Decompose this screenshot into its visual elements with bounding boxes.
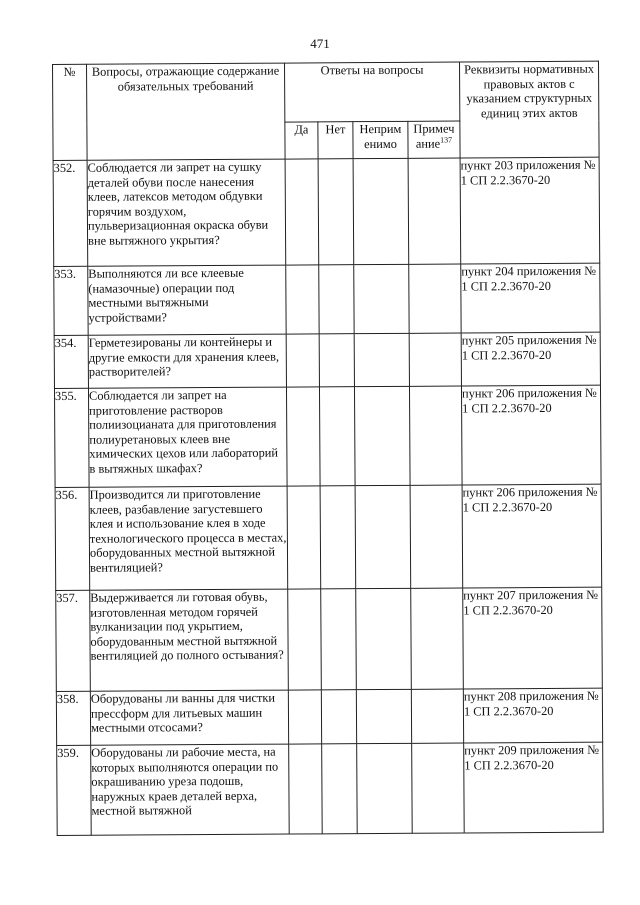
header-not-applicable: Неприм енимо [353,121,408,158]
row-requisite: пункт 209 приложения № 1 СП 2.2.3670-20 [464,742,604,833]
row-question: Соблюдается ли запрет на сушку деталей обуви после нанесения клеев, латексов методом обдувки горячим воздухом, пульверизационная окраска обуви вне вытяжного укрытия? [87,159,286,266]
row-number: 357. [56,590,91,691]
row-question: Оборудованы ли рабочие места, на которых выполняются операции по окрашиванию уреза подошв, наружных краев деталей верха, местной вытяжной [91,744,290,835]
answer-yes-cell [286,265,319,334]
row-requisite: пункт 203 приложения № 1 СП 2.2.3670-20 [460,157,600,264]
answer-note-cell [408,158,461,264]
page-number: 471 [310,36,330,51]
header-note [408,121,460,158]
answer-yes-cell [288,589,322,690]
table-row [54,332,600,388]
answer-note-cell [409,386,462,485]
row-question: Герметезированы ли контейнеры и другие емкости для хранения клеев, растворителей? [88,334,286,388]
row-number: 358. [56,691,90,745]
header-requisites: Реквизиты нормативных правовых актов с указанием структурных единиц этих актов [460,61,600,158]
row-requisite: пункт 205 приложения № 1 СП 2.2.3670-20 [461,332,600,386]
answer-no-cell [321,589,357,690]
row-requisite: пункт 207 приложения № 1 СП 2.2.3670-20 [463,587,603,689]
header-question: Вопросы, отражающие содержание обязательных требований [87,63,286,160]
table-row [54,385,601,487]
requirements-table [52,61,604,836]
answer-no-cell [319,387,355,486]
answer-note-cell [411,588,464,689]
row-number: 359. [57,745,92,835]
row-question: Производится ли приготовление клеев, разбавление загустевшего клея и использование клея в ходе технологического процесса в местах, оборудованных местной вытяжной вентиляцией? [89,486,288,590]
answer-not-applicable-cell [356,689,411,743]
answer-yes-cell [289,744,323,834]
answer-no-cell [320,486,356,589]
table-row [55,484,602,590]
answer-yes-cell [286,387,320,486]
answer-not-applicable-cell [354,333,409,386]
answer-no-cell [319,265,354,334]
row-number: 354. [54,335,88,388]
row-requisite: пункт 208 приложения № 1 СП 2.2.3670-20 [463,688,602,743]
row-question: Оборудованы ли ванны для чистки прессформ для литьевых машин местными отсосами? [90,690,288,745]
table-row [56,587,603,691]
answer-not-applicable-cell [353,158,409,264]
answer-note-cell [409,264,461,333]
row-number: 353. [54,266,88,335]
row-number: 355. [54,388,89,487]
answer-yes-cell [285,159,319,265]
table-row [56,688,602,745]
row-question: Выдерживается ли готовая обувь, изготовленная методом горячей вулканизации под укрытием, оборудованным местной вытяжной вентиляцией до полного остывания? [90,589,289,691]
answer-note-cell [410,485,463,588]
answer-no-cell [321,690,356,744]
header-yes: Да [285,122,318,159]
header-note-label: Примеч ание [413,121,455,151]
answer-not-applicable-cell [355,485,411,588]
answer-no-cell [319,334,354,387]
answer-not-applicable-cell [354,386,410,485]
answer-note-cell [411,689,463,743]
row-question: Выполняются ли все клеевые (намазочные) операции под местными вытяжными устройствами? [88,265,286,335]
answer-not-applicable-cell [357,743,413,833]
answer-note-cell [412,743,465,833]
header-answers: Ответы на вопросы [284,62,459,122]
row-number: 356. [55,487,90,590]
answer-yes-cell [288,690,321,744]
row-requisite: пункт 204 приложения № 1 СП 2.2.3670-20 [461,263,600,333]
header-number: № [53,64,88,160]
footnote-marker: 137 [440,134,453,145]
answer-yes-cell [286,334,319,387]
table-row [54,263,600,335]
answer-not-applicable-cell [354,264,409,333]
header-no: Нет [318,122,353,159]
answer-no-cell [322,744,358,834]
row-question: Соблюдается ли запрет на приготовление растворов полиизоцианата для приготовления полиуретановых клеев вне химических цехов или лабораторий в вытяжных шкафах? [88,387,287,487]
answer-not-applicable-cell [356,588,412,689]
table-row [53,157,600,266]
row-requisite: пункт 206 приложения № 1 СП 2.2.3670-20 [462,484,602,588]
answer-note-cell [409,333,461,386]
answer-yes-cell [287,486,321,589]
table-row [57,742,604,835]
row-number: 352. [53,160,88,266]
row-requisite: пункт 206 приложения № 1 СП 2.2.3670-20 [461,385,601,485]
answer-no-cell [318,159,354,265]
